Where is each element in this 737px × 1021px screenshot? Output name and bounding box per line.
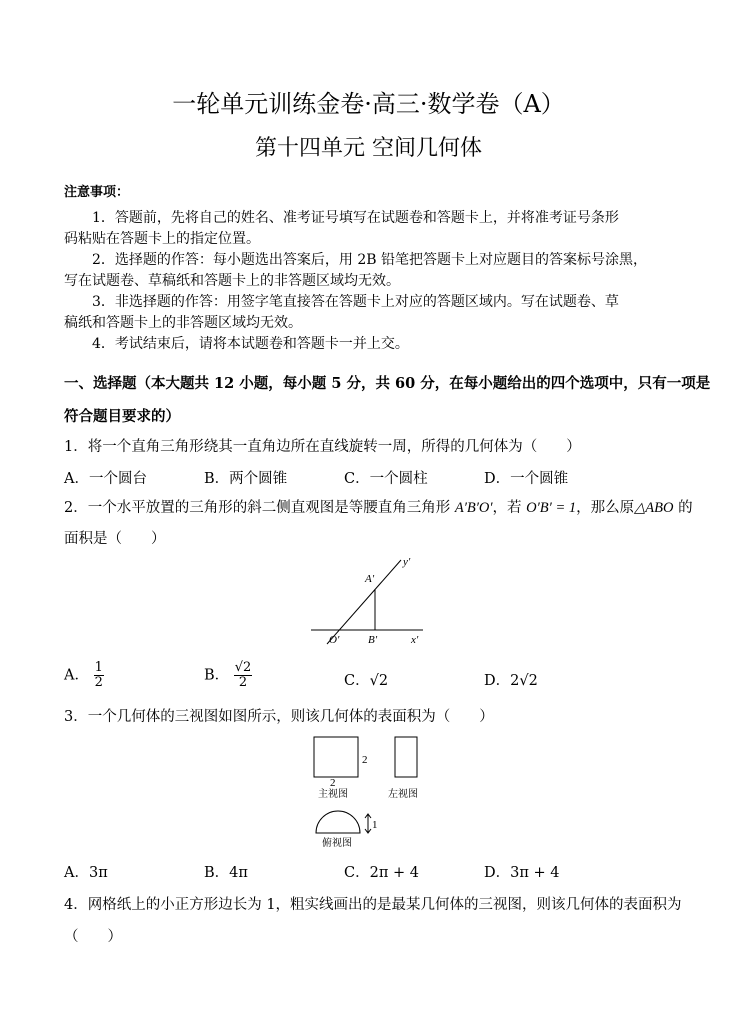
note-line: 2．选择题的作答：每小题选出答案后，用 2B 铅笔把答题卡上对应题目的答案标号涂黑，: [92, 252, 648, 268]
label-o: O′: [329, 634, 340, 646]
q1-option-d: D．一个圆锥: [484, 471, 569, 487]
q2-option-d: D．2√2: [484, 673, 538, 689]
question-1-stem: 1．将一个直角三角形绕其一直角边所在直线旋转一周，所得的几何体为（ ）: [64, 439, 581, 455]
y-axis: [327, 560, 401, 644]
q1-option-b: B．两个圆锥: [204, 471, 288, 487]
note-line: 稿纸和答题卡上的非答题区域均无效。: [64, 315, 302, 331]
dim-top: 1: [372, 819, 378, 831]
label-a: A′: [365, 573, 375, 585]
q3-option-a: A．3π: [64, 865, 108, 881]
notes-heading: 注意事项：: [64, 185, 130, 200]
dim-width: 2: [330, 777, 336, 789]
question-4-stem: 4．网格纸上的小正方形边长为 1，粗实线画出的是最某几何体的三视图，则该几何体的表面积为: [64, 897, 682, 913]
side-view-label: 左视图: [388, 789, 418, 800]
q1-option-a: A．一个圆台: [64, 471, 147, 487]
unit-title: 第十四单元 空间几何体: [255, 136, 482, 161]
label-x: x′: [411, 634, 419, 646]
note-line: 码粘贴在答题卡上的指定位置。: [64, 231, 260, 247]
label-y: y′: [403, 556, 411, 568]
note-line: 3．非选择题的作答：用签字笔直接答在答题卡上对应的答题区域内。写在试题卷、草: [92, 294, 619, 310]
oblique-view-figure: [305, 552, 435, 648]
section-heading: 一、选择题（本大题共 12 小题，每小题 5 分，共 60 分，在每小题给出的四个选项中，只有一项是: [64, 375, 711, 392]
front-view-square: [314, 737, 358, 777]
q3-option-c: C．2π + 4: [344, 865, 419, 881]
q2-option-c: C．√2: [344, 673, 389, 689]
top-view-label: 俯视图: [322, 838, 352, 849]
note-line: 1．答题前，先将自己的姓名、准考证号填写在试题卷和答题卡上，并将准考证号条形: [92, 210, 619, 226]
note-line: 写在试题卷、草稿纸和答题卡上的非答题区域均无效。: [64, 273, 400, 289]
fraction: $\frac{√2}{2}$: [234, 660, 252, 690]
top-view-semicircle: [316, 811, 360, 833]
front-view-label: 主视图: [318, 789, 348, 800]
section-heading-cont: 符合题目要求的）: [64, 408, 180, 425]
three-view-figure: [300, 733, 440, 851]
q2-option-b: B． $\frac{√2}{2}$: [204, 660, 252, 690]
label-b: B′: [368, 634, 378, 646]
page-title: 一轮单元训练金卷·高三·数学卷（A）: [172, 90, 565, 118]
q3-option-d: D．3π + 4: [484, 865, 560, 881]
note-line: 4．考试结束后，请将本试题卷和答题卡一并上交。: [92, 336, 409, 352]
q2-option-a: A． $\frac{1}{2}$: [64, 660, 103, 690]
question-3-stem: 3．一个几何体的三视图如图所示，则该几何体的表面积为（ ）: [64, 709, 494, 725]
question-2-stem-cont: 面积是（ ）: [64, 531, 166, 547]
q1-option-c: C．一个圆柱: [344, 471, 428, 487]
question-4-stem-cont: （ ）: [64, 929, 122, 945]
q3-option-b: B．4π: [204, 865, 248, 881]
side-view-rect: [395, 737, 417, 777]
question-2-stem: 2．一个水平放置的三角形的斜二侧直观图是等腰直角三角形 A′B′O′，若 O′B′ = 1，那么原△ABO 的: [64, 500, 693, 516]
dim-height: 2: [362, 754, 368, 766]
fraction: $\frac{1}{2}$: [94, 660, 103, 690]
